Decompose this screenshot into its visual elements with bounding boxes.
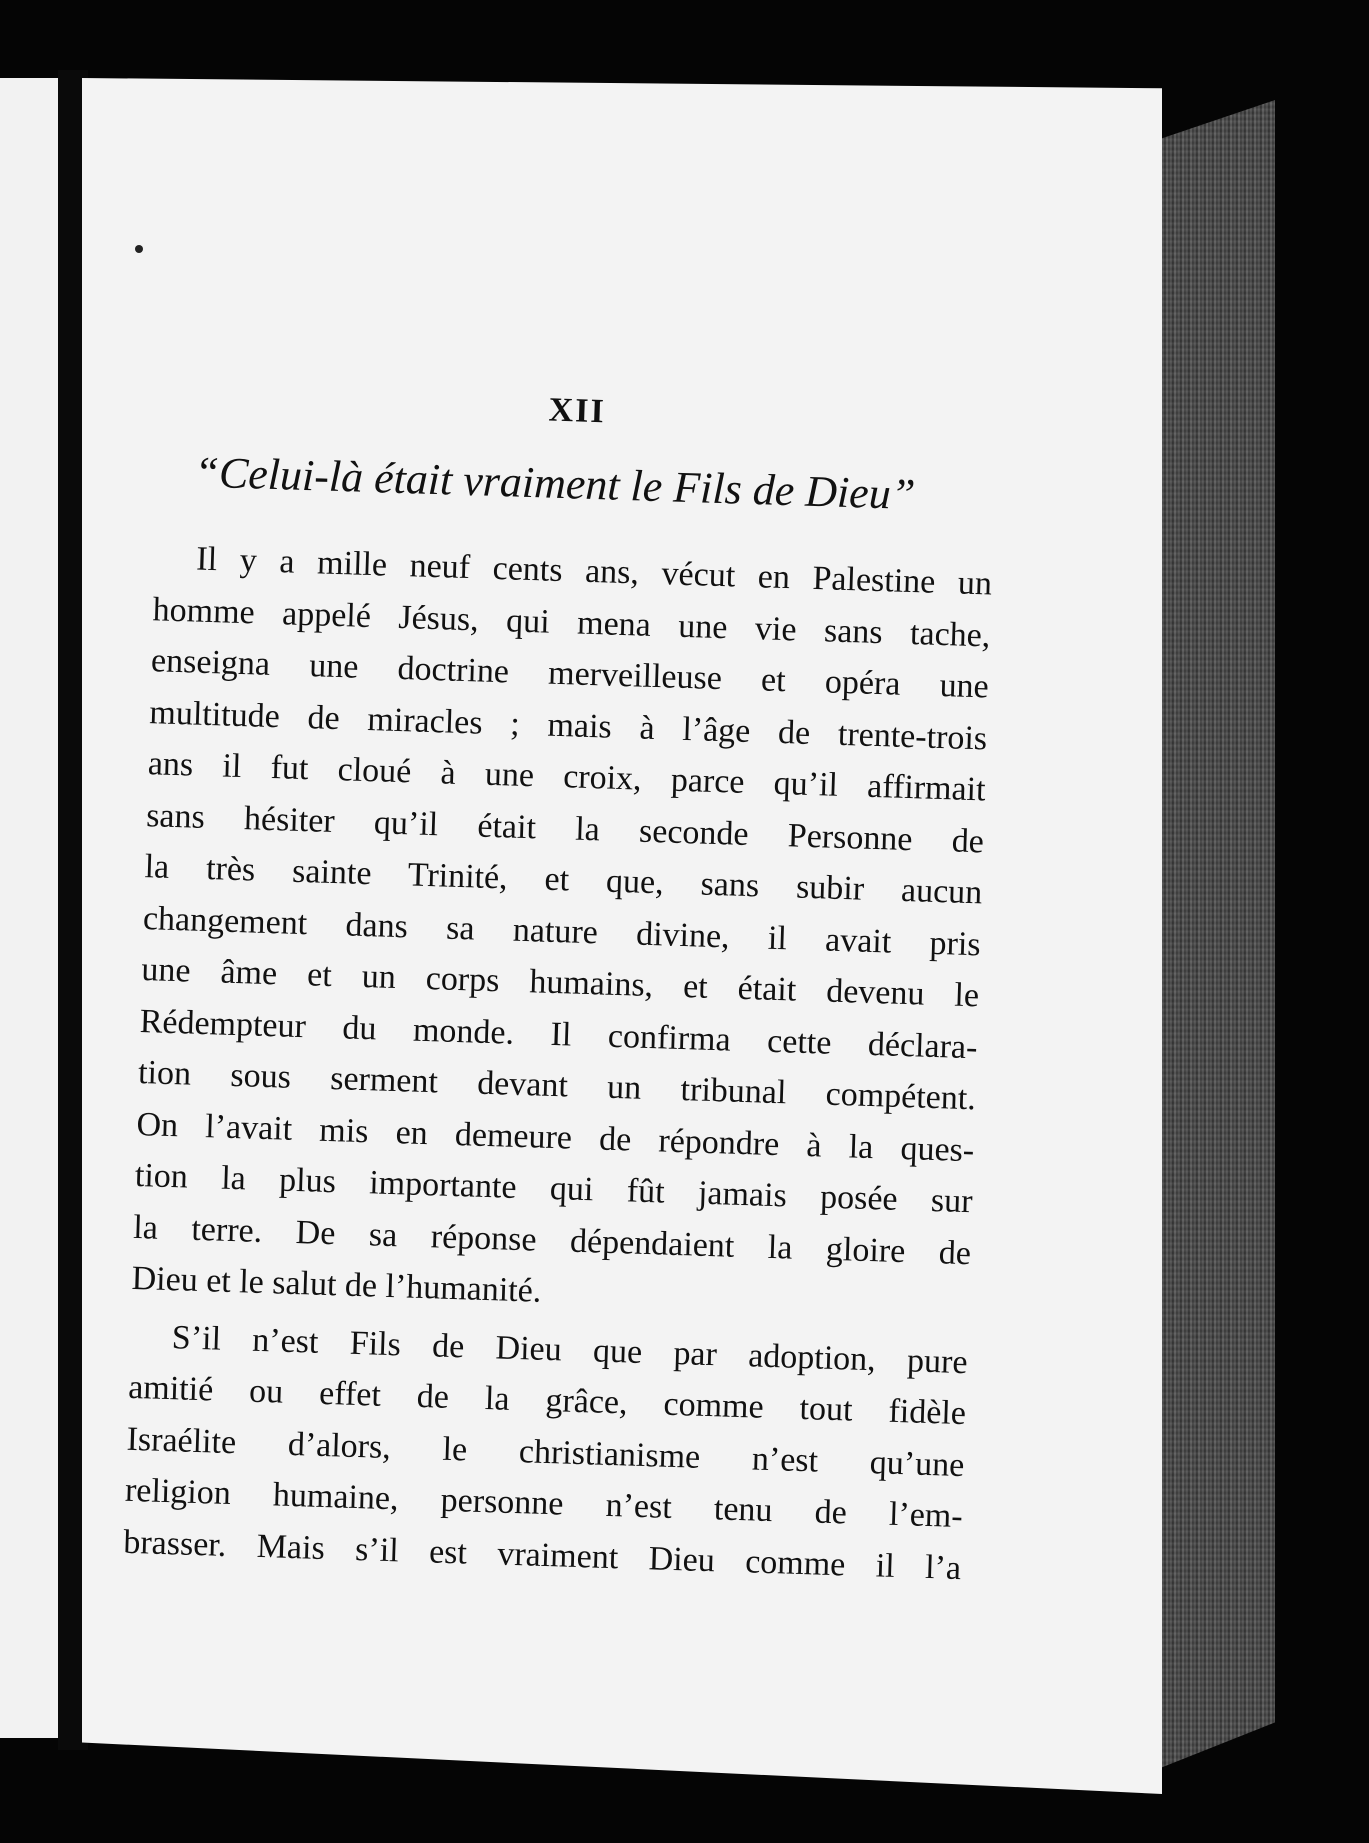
text-line: On l’avait mis en demeure de répondre à la ques- bbox=[135, 1105, 975, 1169]
page-text bbox=[81, 378, 998, 1594]
text-line: la très sainte Trinité, et que, sans subir aucun bbox=[144, 848, 983, 912]
text-line: homme appelé Jésus, qui mena une vie sans tache, bbox=[152, 590, 991, 655]
text-line: S’il n’est Fils de Dieu que par adoption, pure bbox=[171, 1318, 969, 1381]
text-line: Il y a mille neuf cents ans, vécut en Palestine un bbox=[195, 540, 993, 603]
text-line: Dieu et le salut de l’humanité. bbox=[131, 1259, 542, 1310]
paragraph-1 bbox=[89, 531, 993, 1331]
text-line: la terre. De sa réponse dépendaient la gloire de bbox=[132, 1208, 972, 1272]
text-line: Israélite d’alors, le christianisme n’est qu’une bbox=[126, 1420, 965, 1484]
text-line: sans hésiter qu’il était la seconde Personne de bbox=[145, 796, 985, 860]
ink-dot bbox=[135, 245, 143, 253]
text-line: Rédempteur du monde. Il confirma cette déclara- bbox=[139, 1002, 978, 1066]
text-line: religion humaine, personne n’est tenu de l’em- bbox=[124, 1471, 964, 1536]
chapter-title: “Celui-là était vraiment le Fils de Dieu” bbox=[193, 447, 917, 520]
text-line: une âme et un corps humains, et était devenu le bbox=[140, 951, 980, 1015]
text-line: multitude de miracles ; mais à l’âge de trente-trois bbox=[148, 693, 988, 757]
chapter-number: XII bbox=[548, 391, 607, 431]
text-line: amitié ou effet de la grâce, comme tout fidèle bbox=[127, 1368, 967, 1433]
facing-page-edge bbox=[0, 78, 58, 1738]
text-line: tion sous serment devant un tribunal compétent. bbox=[137, 1053, 977, 1118]
text-line: changement dans sa nature divine, il avait pris bbox=[142, 899, 982, 963]
paragraph-2 bbox=[81, 1309, 969, 1594]
text-line: tion la plus importante qui fût jamais posée sur bbox=[134, 1156, 974, 1221]
text-line: ans il fut cloué à une croix, parce qu’il affirmait bbox=[147, 745, 987, 809]
text-line: brasser. Mais s’il est vraiment Dieu comme il l’a bbox=[122, 1523, 962, 1587]
text-line: enseigna une doctrine merveilleuse et opéra une bbox=[150, 642, 990, 706]
